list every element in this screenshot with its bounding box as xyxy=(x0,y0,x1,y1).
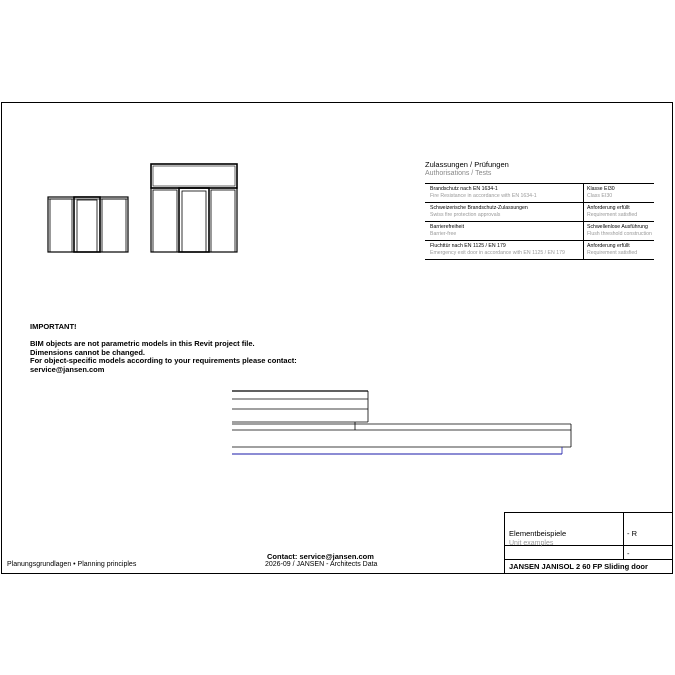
row-value-de: Anforderung erfüllt xyxy=(587,243,630,249)
row-label-en: Fire Resistance in accordance with EN 1634-1 xyxy=(430,192,537,199)
authorisations-title-en: Authorisations / Tests xyxy=(425,170,492,177)
notice-line: For object-specific models according to your requirements please contact: xyxy=(30,356,297,366)
footer-date: 2026-09 / JANSEN - Architects Data xyxy=(265,561,378,568)
table-row xyxy=(425,222,654,241)
row-value-de: Klasse EI30 xyxy=(587,186,615,192)
authorisations-panel xyxy=(425,160,654,256)
row-label-de: Fluchttür nach EN 1125 / EN 179 xyxy=(430,243,506,249)
title-block xyxy=(504,512,673,574)
notice-line: BIM objects are not parametric models in this Revit project file. xyxy=(30,339,255,349)
table-row xyxy=(425,241,654,260)
title-block-dash: - xyxy=(627,549,630,558)
row-value-de: Anforderung erfüllt xyxy=(587,205,630,211)
notice-heading: IMPORTANT! xyxy=(30,322,77,331)
title-block-label-en: Unit examples xyxy=(509,540,554,547)
row-value-en: Flush threshold construction xyxy=(587,230,652,237)
row-label-de: Barrierefreiheit xyxy=(430,224,465,230)
authorisations-table xyxy=(425,183,654,260)
row-value-de: Schwellenlose Ausführung xyxy=(587,224,648,230)
title-block-revision: - R xyxy=(627,529,637,538)
notice-email: service@jansen.com xyxy=(30,364,105,374)
row-value-en: Requirement satisfied xyxy=(587,249,638,256)
footer-planning-principles: Planungsgrundlagen • Planning principles xyxy=(7,561,137,568)
door-elevation-large xyxy=(151,164,237,252)
row-label-en: Swiss fire protection approvals xyxy=(430,211,501,218)
important-notice xyxy=(30,323,297,375)
product-name: JANSEN JANISOL 2 60 FP Sliding door xyxy=(509,562,648,571)
title-block-label-de: Elementbeispiele xyxy=(509,529,567,538)
table-row xyxy=(425,184,654,203)
legend-lines xyxy=(230,390,580,460)
row-value-en: Requirement satisfied xyxy=(587,211,638,218)
row-label-de: Schweizerische Brandschutz-Zulassungen xyxy=(430,205,528,211)
footer-contact: Contact: service@jansen.com xyxy=(267,552,374,561)
row-value-en: Class EI30 xyxy=(587,192,613,199)
door-elevation-small xyxy=(48,197,128,252)
row-label-de: Brandschutz nach EN 1634-1 xyxy=(430,186,498,192)
authorisations-title-de: Zulassungen / Prüfungen xyxy=(425,160,509,169)
table-row xyxy=(425,203,654,222)
notice-line: Dimensions cannot be changed. xyxy=(30,347,146,357)
row-label-en: Barrier-free xyxy=(430,230,457,237)
row-label-en: Emergency exit door in accordance with EN 1125 / EN 179 xyxy=(430,249,565,256)
